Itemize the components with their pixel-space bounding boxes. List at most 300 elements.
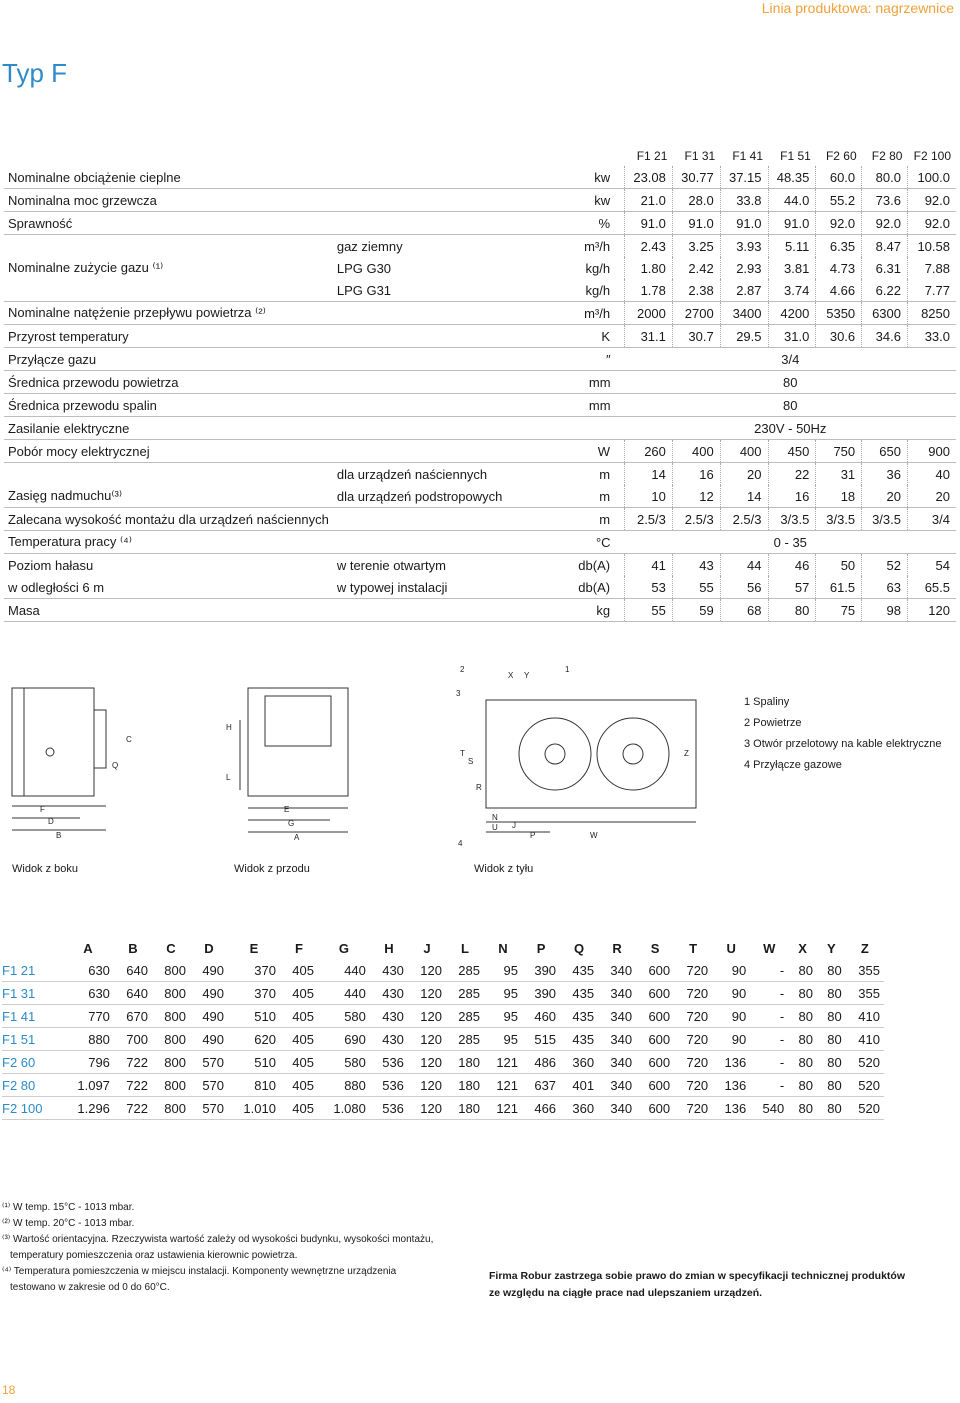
span-value: 80	[625, 371, 956, 394]
dims-value: 80	[817, 959, 846, 982]
spec-header-row	[4, 146, 956, 166]
dims-value: 95	[484, 982, 522, 1005]
value-cell: 20	[862, 485, 908, 508]
row-unit: K	[509, 325, 624, 348]
view-label-side: Widok z boku	[12, 863, 79, 875]
value-cell: 55	[672, 576, 720, 599]
row-unit: m³/h	[509, 302, 624, 325]
value-cell: 18	[816, 485, 862, 508]
dims-value: 630	[62, 982, 114, 1005]
dims-value: -	[750, 959, 788, 982]
dims-value: 405	[280, 982, 318, 1005]
dims-value: 180	[446, 1074, 484, 1097]
row-label: Nominalne natężenie przepływu powietrza ⁽²⁾	[4, 302, 333, 325]
dims-value: 95	[484, 959, 522, 982]
value-cell: 14	[625, 463, 673, 486]
svg-text:J: J	[512, 821, 516, 830]
dims-value: 536	[370, 1051, 408, 1074]
dims-value: 430	[370, 1005, 408, 1028]
dims-value: 600	[636, 959, 674, 982]
row-sublabel: w typowej instalacji	[333, 576, 509, 599]
dim-header: L	[460, 941, 469, 956]
value-cell: 3.25	[672, 235, 720, 258]
value-cell: 3.93	[720, 235, 768, 258]
legend-item: 2 Powietrze	[744, 717, 802, 729]
value-cell: 55	[625, 599, 673, 622]
dims-value: 490	[190, 959, 228, 982]
svg-text:1: 1	[565, 665, 570, 674]
value-cell: 3.81	[768, 257, 816, 279]
dim-header: H	[384, 941, 394, 956]
value-cell: 10.58	[907, 235, 956, 258]
row-unit: m	[509, 508, 624, 531]
dim-header: Q	[574, 941, 585, 956]
row-label	[4, 279, 333, 302]
value-cell: 36	[862, 463, 908, 486]
dims-value: 136	[712, 1074, 750, 1097]
dims-value: 570	[190, 1097, 228, 1120]
row-unit: m	[509, 485, 624, 508]
section-header: Linia produktowa: nagrzewnice	[761, 0, 954, 16]
dims-value: -	[750, 1051, 788, 1074]
dims-value: 640	[114, 982, 152, 1005]
spec-row	[4, 394, 956, 417]
value-cell: 20	[907, 485, 956, 508]
value-cell: 6.35	[816, 235, 862, 258]
dims-value: 800	[152, 1097, 190, 1120]
model-header: F1 41	[732, 149, 764, 163]
svg-text:Y: Y	[524, 671, 530, 680]
value-cell: 33.8	[720, 189, 768, 212]
dims-header-row	[2, 938, 884, 959]
svg-text:R: R	[476, 783, 482, 792]
value-cell: 100.0	[907, 166, 956, 189]
dims-model: F2 80	[2, 1074, 62, 1097]
value-cell: 28.0	[672, 189, 720, 212]
dims-value: 720	[674, 1028, 712, 1051]
svg-text:Q: Q	[112, 761, 119, 770]
svg-text:4: 4	[458, 839, 463, 848]
dims-value: 720	[674, 1005, 712, 1028]
row-label: Średnica przewodu powietrza	[4, 371, 333, 394]
spec-row	[4, 212, 956, 235]
dims-value: 510	[228, 1051, 280, 1074]
svg-text:3: 3	[456, 689, 461, 698]
row-unit: mm	[509, 394, 624, 417]
dim-header: W	[763, 941, 776, 956]
disclaimer-line: Firma Robur zastrzega sobie prawo do zmian w specyfikacji technicznej produktów	[489, 1270, 906, 1282]
row-sublabel: w terenie otwartym	[336, 557, 446, 573]
dims-value: 405	[280, 1097, 318, 1120]
spec-row	[4, 325, 956, 348]
drawing-legend	[744, 696, 941, 780]
dims-value: 637	[522, 1074, 560, 1097]
value-cell: 8.47	[862, 235, 908, 258]
dims-value: 720	[674, 1074, 712, 1097]
row-sublabel: gaz ziemny	[336, 238, 403, 254]
dims-value: 460	[522, 1005, 560, 1028]
row-label: Zasilanie elektryczne	[4, 417, 333, 440]
footnotes	[2, 1200, 472, 1296]
row-unit: kg/h	[509, 279, 624, 302]
dims-value: 90	[712, 1005, 750, 1028]
dims-value: 810	[228, 1074, 280, 1097]
dims-value: 390	[522, 982, 560, 1005]
dims-value: 536	[370, 1074, 408, 1097]
dims-value: 720	[674, 982, 712, 1005]
dims-value: 435	[560, 1028, 598, 1051]
dims-value: 80	[788, 959, 817, 982]
dim-header: E	[249, 941, 259, 956]
row-sublabel: dla urządzeń naściennych	[336, 466, 488, 482]
value-cell: 29.5	[720, 325, 768, 348]
dims-value: -	[750, 982, 788, 1005]
dims-value: 370	[228, 982, 280, 1005]
dims-value: 340	[598, 959, 636, 982]
value-cell: 68	[720, 599, 768, 622]
row-label: Zasięg nadmuchu⁽³⁾	[4, 485, 333, 508]
value-cell: 73.6	[862, 189, 908, 212]
spec-row	[4, 485, 956, 508]
dims-value: 80	[817, 1074, 846, 1097]
value-cell: 16	[768, 485, 816, 508]
dims-row	[2, 982, 884, 1005]
dims-value: 630	[62, 959, 114, 982]
legend-item: 3 Otwór przelotowy na kable elektryczne	[744, 738, 942, 750]
legend-item: 1 Spaliny	[744, 696, 790, 708]
dims-value: 80	[788, 1028, 817, 1051]
dims-value: 120	[408, 982, 446, 1005]
spec-row	[4, 440, 956, 463]
value-cell: 34.6	[862, 325, 908, 348]
dims-value: 430	[370, 959, 408, 982]
dims-value: 600	[636, 1074, 674, 1097]
dims-row	[2, 1005, 884, 1028]
value-cell: 900	[907, 440, 956, 463]
model-header: F2 80	[871, 149, 903, 163]
dims-value: 520	[846, 1097, 884, 1120]
row-sublabel	[333, 417, 509, 440]
value-cell: 750	[816, 440, 862, 463]
dims-value: 640	[114, 959, 152, 982]
dims-value: 120	[408, 1097, 446, 1120]
spec-row	[4, 463, 956, 486]
dims-value: 600	[636, 1028, 674, 1051]
value-cell: 92.0	[907, 189, 956, 212]
row-label: w odległości 6 m	[4, 576, 333, 599]
dims-value: 600	[636, 1005, 674, 1028]
svg-text:2: 2	[460, 665, 465, 674]
row-unit: °C	[509, 531, 624, 554]
view-label-front: Widok z przodu	[234, 863, 310, 875]
value-cell: 2.43	[625, 235, 673, 258]
value-cell: 54	[907, 554, 956, 577]
dims-value: 121	[484, 1051, 522, 1074]
value-cell: 53	[625, 576, 673, 599]
value-cell: 57	[768, 576, 816, 599]
dim-header: U	[726, 941, 736, 956]
dims-value: 1.296	[62, 1097, 114, 1120]
dims-value: 800	[152, 982, 190, 1005]
value-cell: 6.31	[862, 257, 908, 279]
dims-value: 580	[318, 1051, 370, 1074]
dims-value: 520	[846, 1074, 884, 1097]
dims-value: 880	[62, 1028, 114, 1051]
dims-value: 800	[152, 1005, 190, 1028]
value-cell: 30.6	[816, 325, 862, 348]
dims-value: 722	[114, 1051, 152, 1074]
dims-value: 405	[280, 1051, 318, 1074]
span-value: 230V - 50Hz	[625, 417, 956, 440]
row-unit: %	[509, 212, 624, 235]
dims-value: 600	[636, 982, 674, 1005]
value-cell: 650	[862, 440, 908, 463]
dims-value: -	[750, 1028, 788, 1051]
dims-value: 430	[370, 982, 408, 1005]
page-title: Typ F	[2, 58, 68, 88]
footnote: ⁽¹⁾ W temp. 15°C - 1013 mbar.	[2, 1202, 135, 1213]
dims-value: 800	[152, 1051, 190, 1074]
dims-row	[2, 1051, 884, 1074]
value-cell: 2.38	[672, 279, 720, 302]
span-value: 3/4	[625, 348, 956, 371]
dims-value: 520	[846, 1051, 884, 1074]
row-sublabel: LPG G31	[333, 279, 509, 302]
value-cell: 6300	[862, 302, 908, 325]
row-label	[4, 235, 333, 258]
row-sublabel	[333, 189, 509, 212]
row-label: Masa	[4, 599, 333, 622]
dims-value: 80	[817, 1097, 846, 1120]
value-cell: 60.0	[816, 166, 862, 189]
dims-value: 440	[318, 959, 370, 982]
dims-value: 435	[560, 982, 598, 1005]
spec-row	[4, 576, 956, 599]
dim-header: J	[423, 941, 431, 956]
svg-text:L: L	[226, 773, 231, 782]
value-cell: 12	[672, 485, 720, 508]
dim-header: S	[650, 941, 660, 956]
dims-value: 490	[190, 982, 228, 1005]
dims-value: 370	[228, 959, 280, 982]
dims-value: 722	[114, 1074, 152, 1097]
dims-value: 360	[560, 1097, 598, 1120]
spec-row	[4, 257, 956, 279]
dims-value: 405	[280, 1074, 318, 1097]
value-cell: 2000	[625, 302, 673, 325]
dims-value: 515	[522, 1028, 560, 1051]
row-sublabel	[333, 302, 509, 325]
value-cell: 43	[672, 554, 720, 577]
row-unit: kg/h	[585, 260, 611, 276]
dims-value: 536	[370, 1097, 408, 1120]
dims-value: 600	[636, 1097, 674, 1120]
dim-header: P	[536, 941, 546, 956]
dims-model: F1 31	[2, 982, 62, 1005]
value-cell: 23.08	[625, 166, 673, 189]
value-cell: 92.0	[816, 212, 862, 235]
dims-row	[2, 1074, 884, 1097]
dims-value: 136	[712, 1097, 750, 1120]
value-cell: 98	[862, 599, 908, 622]
dims-value: 620	[228, 1028, 280, 1051]
dims-value: 570	[190, 1051, 228, 1074]
dims-value: 410	[846, 1028, 884, 1051]
dims-value: 285	[446, 1028, 484, 1051]
value-cell: 30.7	[672, 325, 720, 348]
spec-table	[4, 146, 956, 622]
value-cell: 91.0	[625, 212, 673, 235]
row-sublabel	[333, 440, 509, 463]
dims-value: 285	[446, 959, 484, 982]
dims-value: 355	[846, 982, 884, 1005]
span-value: 0 - 35	[625, 531, 956, 554]
footnote: ⁽³⁾ Wartość orientacyjna. Rzeczywista wartość zależy od wysokości budynku, wysokości montażu,	[2, 1234, 434, 1245]
value-cell: 65.5	[907, 576, 956, 599]
legend-item: 4 Przyłącze gazowe	[744, 759, 842, 771]
row-label: Nominalne zużycie gazu ⁽¹⁾	[8, 260, 164, 275]
dims-model: F1 41	[2, 1005, 62, 1028]
dims-value: 180	[446, 1051, 484, 1074]
dim-header: R	[612, 941, 622, 956]
dims-row	[2, 1097, 884, 1120]
value-cell: 92.0	[907, 212, 956, 235]
value-cell: 1.80	[625, 257, 673, 279]
row-unit: kg	[509, 599, 624, 622]
dims-value: 466	[522, 1097, 560, 1120]
value-cell: 75	[816, 599, 862, 622]
value-cell: 91.0	[720, 212, 768, 235]
svg-text:X: X	[508, 671, 514, 680]
dimensions-table	[2, 938, 884, 1120]
value-cell: 52	[862, 554, 908, 577]
value-cell: 6.22	[862, 279, 908, 302]
dims-value: 360	[560, 1051, 598, 1074]
svg-text:H: H	[226, 723, 232, 732]
spec-row	[4, 302, 956, 325]
svg-text:U: U	[492, 823, 498, 832]
row-sublabel	[333, 394, 509, 417]
dims-value: 720	[674, 1097, 712, 1120]
value-cell: 37.15	[720, 166, 768, 189]
dims-value: 90	[712, 1028, 750, 1051]
value-cell: 48.35	[768, 166, 816, 189]
dims-value: 80	[788, 982, 817, 1005]
svg-text:G: G	[288, 819, 295, 828]
svg-text:Z: Z	[684, 749, 689, 758]
dims-value: 410	[846, 1005, 884, 1028]
footnote: ⁽⁴⁾ Temperatura pomieszczenia w miejscu instalacji. Komponenty wewnętrzne urządzenia	[2, 1266, 397, 1277]
dims-value: 800	[152, 1074, 190, 1097]
dim-header: A	[83, 941, 93, 956]
dims-value: 1.010	[228, 1097, 280, 1120]
dims-value: 355	[846, 959, 884, 982]
value-cell: 450	[768, 440, 816, 463]
dims-value: 340	[598, 1074, 636, 1097]
value-cell: 59	[672, 599, 720, 622]
dims-value: 490	[190, 1028, 228, 1051]
value-cell: 22	[768, 463, 816, 486]
value-cell: 20	[720, 463, 768, 486]
dims-model: F2 100	[2, 1097, 62, 1120]
page-number: 18	[2, 1383, 16, 1397]
value-cell: 3400	[720, 302, 768, 325]
dims-value: 720	[674, 959, 712, 982]
row-unit: kw	[509, 166, 624, 189]
dims-value: 670	[114, 1005, 152, 1028]
dims-value: 80	[788, 1074, 817, 1097]
row-sublabel	[333, 325, 509, 348]
value-cell: 55.2	[816, 189, 862, 212]
value-cell: 7.88	[907, 257, 956, 279]
dim-header: N	[498, 941, 508, 956]
value-cell: 2.5/3	[625, 508, 673, 531]
footnote: testowano w zakresie od 0 do 60°C.	[10, 1282, 170, 1293]
dims-value: 340	[598, 1005, 636, 1028]
dims-value: 80	[788, 1051, 817, 1074]
dims-value: -	[750, 1074, 788, 1097]
spec-row	[4, 554, 956, 577]
value-cell: 46	[768, 554, 816, 577]
dims-value: 580	[318, 1005, 370, 1028]
value-cell: 120	[907, 599, 956, 622]
value-cell: 400	[672, 440, 720, 463]
value-cell: 50	[816, 554, 862, 577]
span-value: 80	[625, 394, 956, 417]
dims-value: 440	[318, 982, 370, 1005]
row-label: Przyrost temperatury	[4, 325, 333, 348]
dims-value: 90	[712, 982, 750, 1005]
value-cell: 40	[907, 463, 956, 486]
dims-value: -	[750, 1005, 788, 1028]
dims-value: 1.080	[318, 1097, 370, 1120]
dims-value: 340	[598, 982, 636, 1005]
unit-drawings	[10, 660, 730, 880]
row-label: Poziom hałasu	[8, 557, 94, 573]
dims-value: 796	[62, 1051, 114, 1074]
dims-value: 486	[522, 1051, 560, 1074]
value-cell: 14	[720, 485, 768, 508]
value-cell: 31	[816, 463, 862, 486]
dims-value: 80	[788, 1005, 817, 1028]
value-cell: 21.0	[625, 189, 673, 212]
value-cell: 80.0	[862, 166, 908, 189]
row-sublabel	[333, 508, 509, 531]
row-label: Przyłącze gazu	[4, 348, 333, 371]
spec-row	[4, 531, 956, 554]
dims-value: 80	[817, 1005, 846, 1028]
value-cell: 30.77	[672, 166, 720, 189]
row-label: Pobór mocy elektrycznej	[4, 440, 333, 463]
dim-header: X	[798, 941, 807, 956]
row-unit: db(A)	[578, 557, 611, 573]
row-sublabel	[333, 212, 509, 235]
dims-value: 405	[280, 1005, 318, 1028]
dims-value: 800	[152, 1028, 190, 1051]
value-cell: 56	[720, 576, 768, 599]
dims-value: 120	[408, 959, 446, 982]
row-sublabel	[333, 599, 509, 622]
dims-value: 1.097	[62, 1074, 114, 1097]
dims-value: 120	[408, 1028, 446, 1051]
svg-text:F: F	[40, 805, 45, 814]
view-label-back: Widok z tyłu	[474, 863, 534, 875]
row-unit: m	[599, 466, 611, 482]
value-cell: 3/3.5	[862, 508, 908, 531]
dims-value: 180	[446, 1097, 484, 1120]
dims-value: 690	[318, 1028, 370, 1051]
value-cell: 5350	[816, 302, 862, 325]
